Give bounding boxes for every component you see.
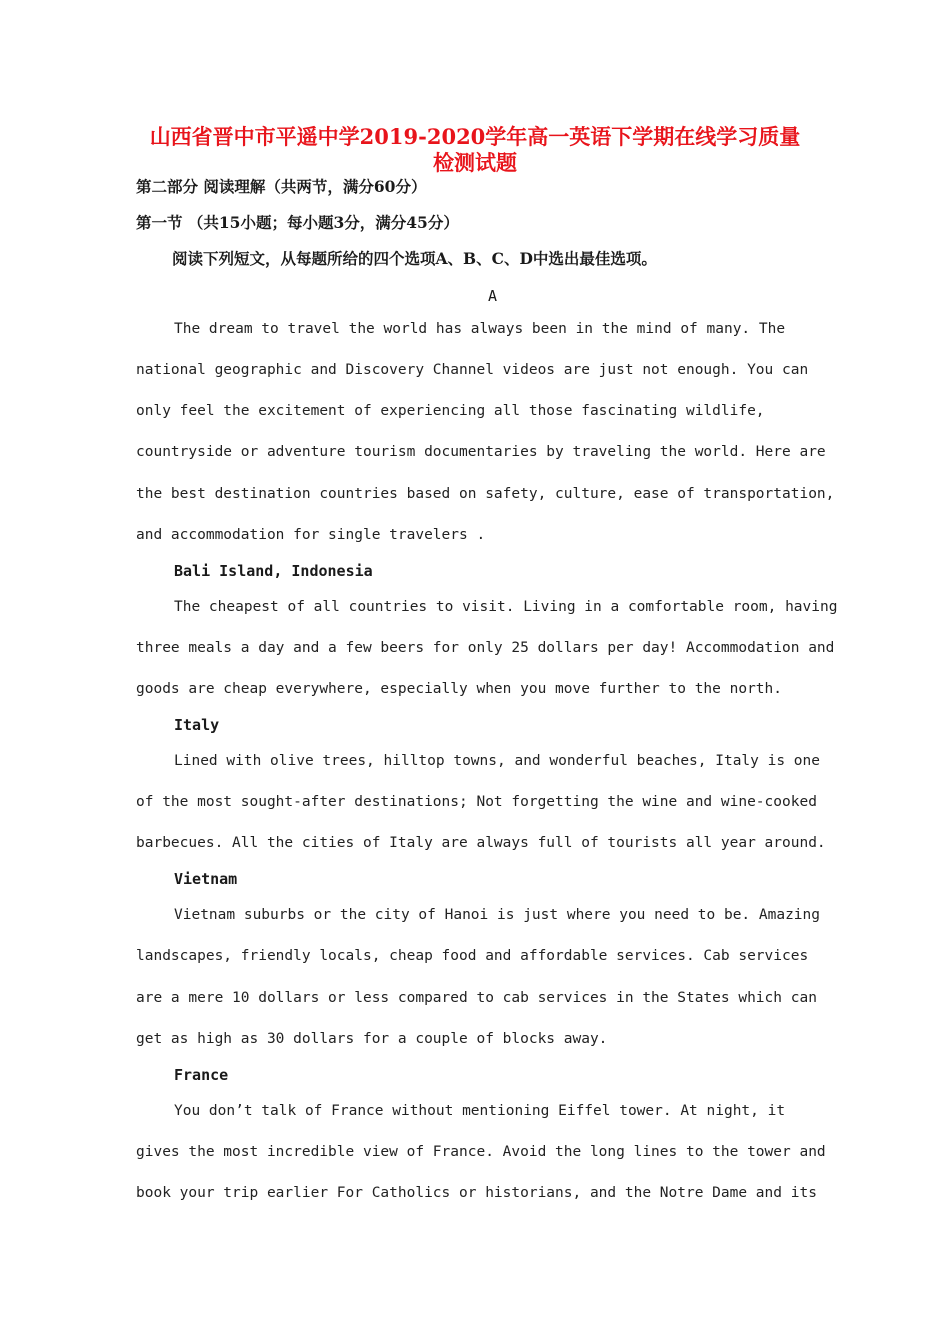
- text-line: of the most sought-after destinations; Not forgetting the wine and wine-cooked: [136, 794, 817, 810]
- section-heading: Vietnam: [174, 870, 238, 888]
- section-heading: Italy: [174, 716, 220, 734]
- text-line: are a mere 10 dollars or less compared to cab services in the States which can: [136, 990, 817, 1006]
- text-line: The dream to travel the world has always been in the mind of many. The: [174, 321, 786, 337]
- text-line: Vietnam suburbs or the city of Hanoi is just where you need to be. Amazing: [174, 907, 821, 923]
- text-line: Lined with olive trees, hilltop towns, and wonderful beaches, Italy is one: [174, 753, 821, 769]
- title-line-1: 山西省晋中市平遥中学2019-2020学年高一英语下学期在线学习质量: [149, 124, 801, 149]
- text-line: goods are cheap everywhere, especially when you move further to the north.: [136, 681, 783, 697]
- text-line: book your trip earlier For Catholics or historians, and the Notre Dame and its: [136, 1185, 817, 1201]
- title-line-2: 检测试题: [433, 150, 517, 175]
- section-heading: France: [174, 1066, 229, 1084]
- text-line: The cheapest of all countries to visit. Living in a comfortable room, having: [174, 599, 838, 615]
- text-line: and accommodation for single travelers .: [136, 527, 486, 543]
- text-line: countryside or adventure tourism documentaries by traveling the world. Here are: [136, 444, 826, 460]
- section-heading: Bali Island, Indonesia: [174, 562, 373, 580]
- text-line: landscapes, friendly locals, cheap food and affordable services. Cab services: [136, 948, 809, 964]
- text-line: gives the most incredible view of France. Avoid the long lines to the tower and: [136, 1144, 826, 1160]
- passage-label: A: [488, 287, 498, 305]
- text-line: three meals a day and a few beers for only 25 dollars per day! Accommodation and: [136, 640, 835, 656]
- text-line: only feel the excitement of experiencing all those fascinating wildlife,: [136, 403, 765, 419]
- text-line: the best destination countries based on safety, culture, ease of transportation,: [136, 486, 835, 502]
- text-line: barbecues. All the cities of Italy are always full of tourists all year around.: [136, 835, 826, 851]
- text-line: national geographic and Discovery Channel videos are just not enough. You can: [136, 362, 809, 378]
- part-header: 第二部分 阅读理解（共两节，满分60分）: [136, 177, 427, 196]
- instruction: 阅读下列短文，从每题所给的四个选项A、B、C、D中选出最佳选项。: [172, 249, 657, 268]
- text-line: You don’t talk of France without mentioning Eiffel tower. At night, it: [174, 1103, 786, 1119]
- section-header: 第一节 （共15小题；每小题3分，满分45分）: [136, 213, 459, 232]
- text-line: get as high as 30 dollars for a couple of blocks away.: [136, 1031, 608, 1047]
